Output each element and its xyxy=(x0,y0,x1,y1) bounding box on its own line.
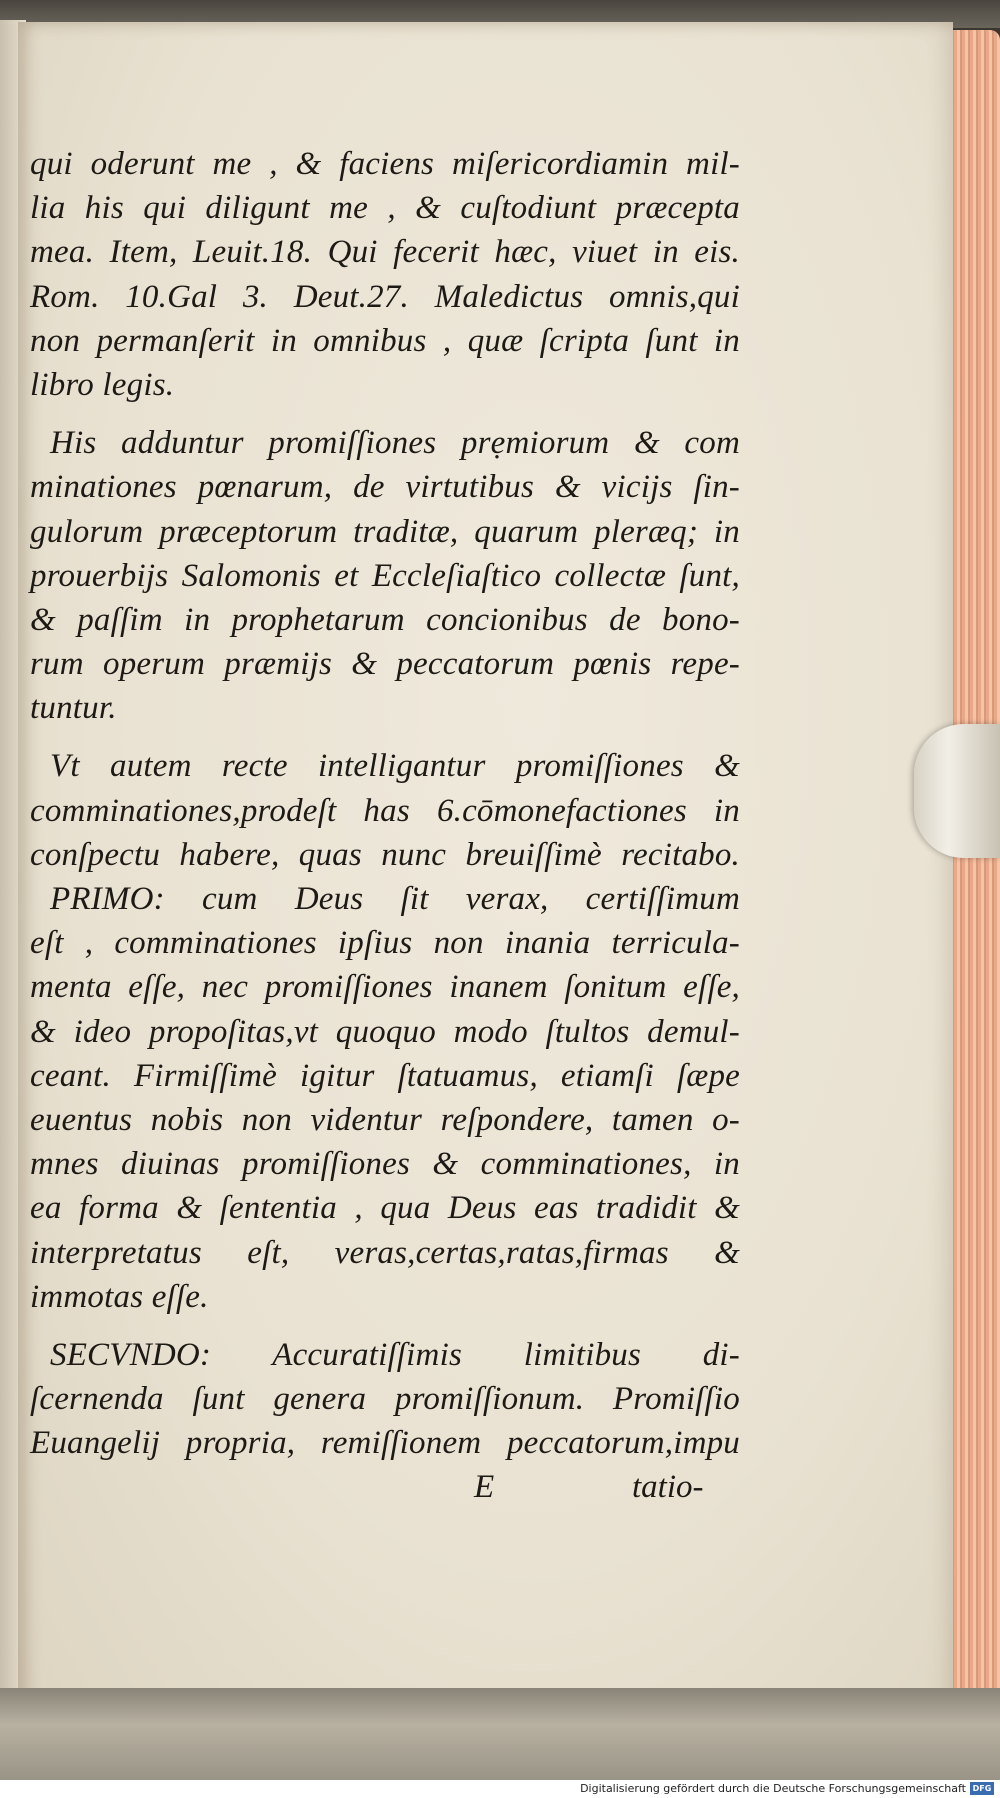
catchword: tatio- xyxy=(632,1469,704,1506)
text-line: gulorum præceptorum traditæ, quarum pleræq; in xyxy=(30,513,740,550)
text-line: libro legis. xyxy=(30,366,175,403)
text-line: rum operum præmijs & peccatorum pœnis repe- xyxy=(30,646,740,683)
footer-bar xyxy=(0,1780,1000,1798)
text-line: minationes pœnarum, de virtutibus & vicijs ſin- xyxy=(30,469,740,506)
text-line: non permanſerit in omnibus , quæ ſcripta ſunt in xyxy=(30,322,740,359)
signature-mark: E xyxy=(474,1469,495,1506)
footer-credit: Digitalisierung gefördert durch die Deutsche Forschungsgemeinschaft xyxy=(580,1782,966,1795)
text-line: Rom. 10.Gal 3. Deut.27. Maledictus omnis,qui xyxy=(30,278,740,315)
signature-line xyxy=(30,1465,740,1509)
text-line: menta eſſe, nec promiſſiones inanem ſonitum eſſe, xyxy=(30,969,740,1006)
text-lines xyxy=(30,142,740,1465)
text-line: ſcernenda ſunt genera promiſſionum. Promiſſio xyxy=(30,1381,740,1418)
text-line: & paſſim in prophetarum concionibus de bono- xyxy=(30,601,740,638)
text-line: prouerbijs Salomonis et Eccleſiaſtico collectæ ſunt, xyxy=(30,557,740,594)
book-board-bottom xyxy=(0,1688,1000,1780)
text-line: eſt , comminationes ipſius non inania terricula- xyxy=(30,925,740,962)
text-line: mea. Item, Leuit.18. Qui fecerit hæc, viuet in eis. xyxy=(30,234,740,271)
dfg-logo-icon: DFG xyxy=(970,1782,994,1795)
text-line: comminationes,prodeſt has 6.cōmonefactiones in xyxy=(30,792,740,829)
page-text xyxy=(30,142,740,1509)
text-line: qui oderunt me , & faciens miſericordiamin mil- xyxy=(30,146,740,182)
text-line: His adduntur promiſſiones prẹmiorum & com xyxy=(50,425,740,462)
text-line: ea forma & ſententia , qua Deus eas tradidit & xyxy=(30,1190,740,1227)
text-line: mnes diuinas promiſſiones & comminationes, in xyxy=(30,1146,740,1183)
text-line: & ideo propoſitas,vt quoquo modo ſtultos demul- xyxy=(30,1013,740,1050)
text-line: lia his qui diligunt me , & cuſtodiunt præcepta xyxy=(30,190,740,227)
page-clip xyxy=(914,724,1000,858)
text-line: ceant. Firmiſſimè igitur ſtatuamus, etiamſi ſæpe xyxy=(30,1057,740,1094)
text-line: immotas eſſe. xyxy=(30,1278,209,1315)
text-line: Vt autem recte intelligantur promiſſiones & xyxy=(50,748,740,785)
text-line: conſpectu habere, quas nunc breuiſſimè recitabo. xyxy=(30,836,740,873)
text-line: SECVNDO: Accuratiſſimis limitibus di- xyxy=(50,1336,740,1373)
text-line: euentus nobis non videntur reſpondere, tamen o- xyxy=(30,1101,740,1138)
text-line: Euangelij propria, remiſſionem peccatorum,impu xyxy=(30,1425,740,1462)
text-line: PRIMO: cum Deus ſit verax, certiſſimum xyxy=(50,881,740,917)
text-line: interpretatus eſt, veras,certas,ratas,firmas & xyxy=(30,1234,740,1271)
text-line: tuntur. xyxy=(30,690,117,727)
